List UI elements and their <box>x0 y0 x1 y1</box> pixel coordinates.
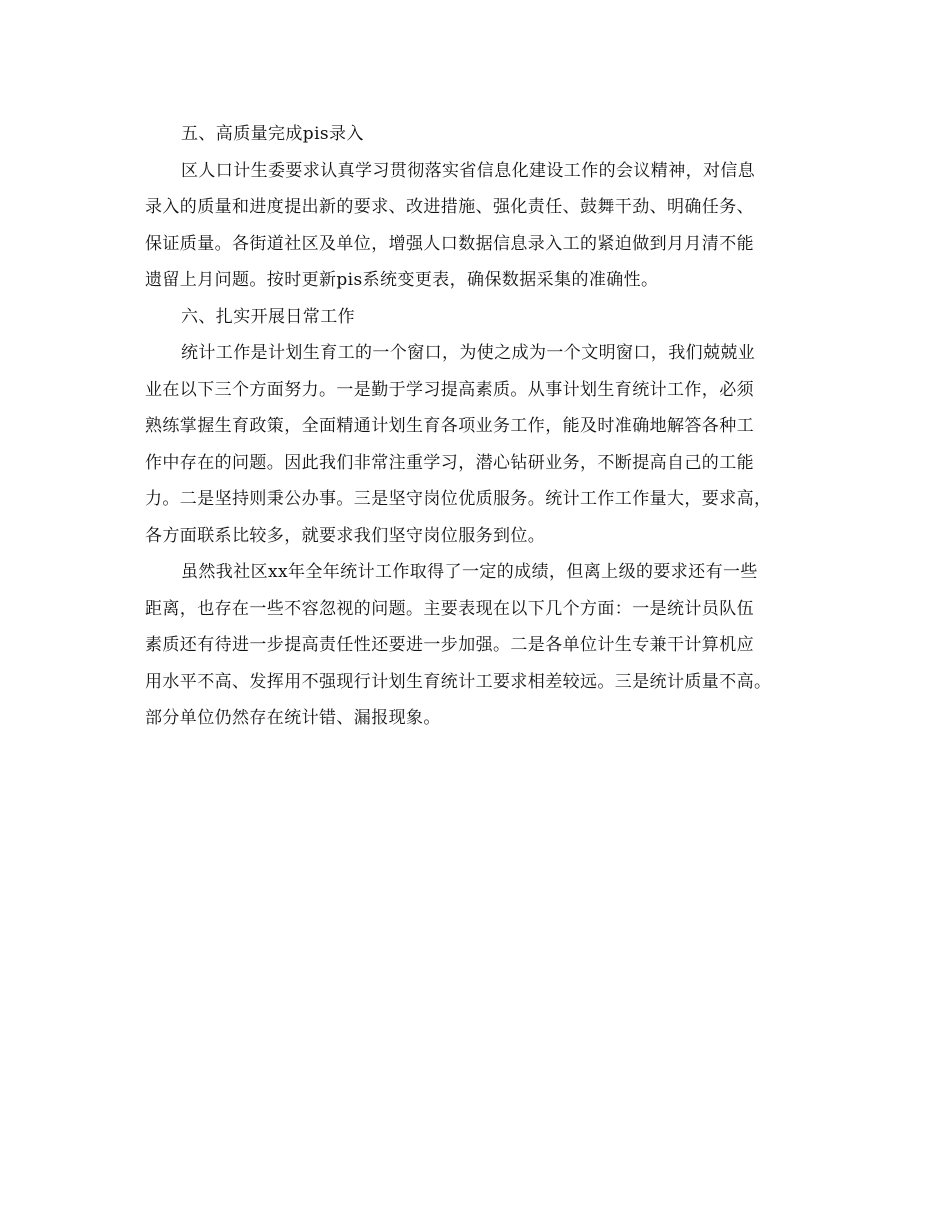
paragraph-line: 保证质量。各街道社区及单位，增强人口数据信息录入工的紧迫做到月月清不能 <box>145 233 754 254</box>
paragraph-line: 业在以下三个方面努力。一是勤于学习提高素质。从事计划生育统计工作，必须 <box>145 379 754 400</box>
paragraph-line: 用水平不高、发挥用不强现行计划生育统计工要求相差较远。三是统计质量不高。 <box>145 671 772 692</box>
paragraph-line: 虽然我社区xx年全年统计工作取得了一定的成绩，但离上级的要求还有一些 <box>181 562 758 582</box>
paragraph-line: 素质还有待进一步提高责任性还要进一步加强。二是各单位计生专兼干计算机应 <box>145 635 754 655</box>
paragraph-line: 部分单位仍然存在统计错、漏报现象。 <box>145 708 441 728</box>
paragraph-line: 录入的质量和进度提出新的要求、改进措施、强化责任、鼓舞干劲、明确任务、 <box>145 197 754 217</box>
paragraph-line: 遗留上月问题。按时更新pis系统变更表，确保数据采集的准确性。 <box>145 270 659 290</box>
paragraph-line: 区人口计生委要求认真学习贯彻落实省信息化建设工作的会议精神，对信息 <box>181 160 756 181</box>
paragraph-line: 各方面联系比较多，就要求我们坚守岗位服务到位。 <box>145 525 546 546</box>
section-heading-6: 六、扎实开展日常工作 <box>181 306 355 327</box>
paragraph-line: 距离，也存在一些不容忽视的问题。主要表现在以下几个方面：一是统计员队伍 <box>145 598 754 619</box>
section-heading-5: 五、高质量完成pis录入 <box>181 124 364 144</box>
paragraph-line: 作中存在的问题。因此我们非常注重学习，潜心钻研业务，不断提高自己的工能 <box>145 452 754 473</box>
paragraph-line: 统计工作是计划生育工的一个窗口，为使之成为一个文明窗口，我们兢兢业 <box>181 343 756 363</box>
paragraph-line: 熟练掌握生育政策，全面精通计划生育各项业务工作，能及时准确地解答各种工 <box>145 416 754 436</box>
paragraph-line: 力。二是坚持则秉公办事。三是坚守岗位优质服务。统计工作工作量大，要求高， <box>145 489 772 509</box>
document-body <box>145 116 807 737</box>
